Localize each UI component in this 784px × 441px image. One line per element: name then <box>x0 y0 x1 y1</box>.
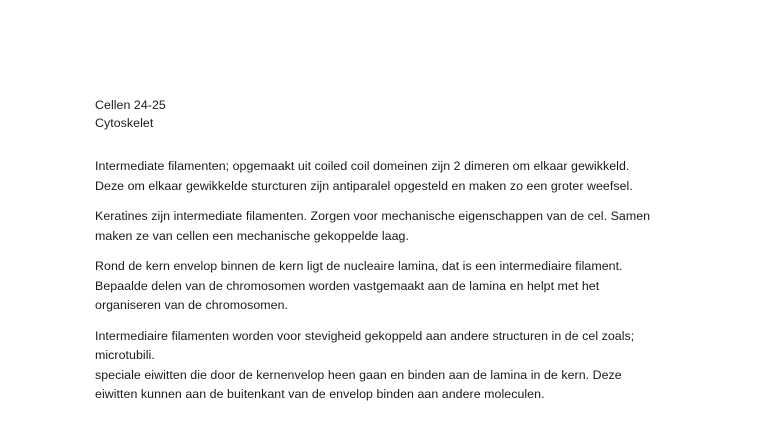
document-body <box>95 96 735 405</box>
text-line: eiwitten kunnen aan de buitenkant van de envelop binden aan andere moleculen. <box>95 387 545 401</box>
topic-title: Cytoskelet <box>95 116 154 130</box>
text-line: Keratines zijn intermediate filamenten. Zorgen voor mechanische eigenschappen van de cel. Samen <box>95 209 651 223</box>
text-line: Rond de kern envelop binnen de kern ligt de nucleaire lamina, dat is een intermediaire filament. <box>95 259 623 273</box>
text-line: Deze om elkaar gewikkelde sturcturen zijn antiparalel opgesteld en maken zo een groter weefsel. <box>95 178 633 193</box>
text-line: Intermediate filamenten; opgemaakt uit coiled coil domeinen zijn 2 dimeren om elkaar gewikkeld. <box>95 159 630 173</box>
spacer <box>95 316 735 327</box>
spacer <box>95 132 735 157</box>
paragraph-intermediate-filaments <box>95 157 735 196</box>
text-line: microtubili. <box>95 348 155 362</box>
text-line: maken ze van cellen een mechanische gekoppelde laag. <box>95 228 409 243</box>
text-line: Bepaalde delen van de chromosomen worden vastgemaakt aan de lamina en helpt met het <box>95 278 600 293</box>
course-title: Cellen 24-25 <box>95 98 166 112</box>
paragraph-keratines <box>95 207 735 246</box>
paragraph-nuclear-lamina <box>95 257 735 316</box>
spacer <box>95 196 735 207</box>
spacer <box>95 246 735 257</box>
text-line: Intermediaire filamenten worden voor stevigheid gekoppeld aan andere structuren in de cel zoals; <box>95 328 635 343</box>
text-line: organiseren van de chromosomen. <box>95 298 289 312</box>
paragraph-coupling <box>95 327 735 405</box>
text-line: speciale eiwitten die door de kernenvelop heen gaan en binden aan de lamina in de kern. Deze <box>95 367 622 382</box>
